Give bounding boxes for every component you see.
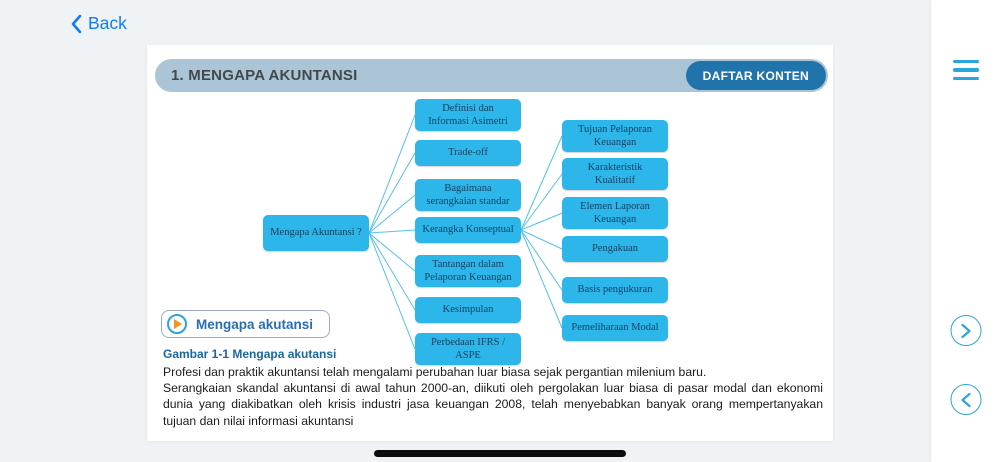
connector-line xyxy=(369,233,415,310)
chevron-left-icon xyxy=(960,392,971,408)
connector-line xyxy=(369,233,415,271)
connector-line xyxy=(521,230,562,328)
diagram-node: Elemen Laporan Keuangan xyxy=(562,197,668,229)
section-header xyxy=(155,59,828,92)
connector-line xyxy=(521,230,562,249)
connector-line xyxy=(521,174,562,230)
back-button[interactable] xyxy=(70,13,127,34)
diagram-node: Trade-off xyxy=(415,140,521,166)
audio-button[interactable] xyxy=(161,310,330,338)
daftar-konten-button[interactable]: DAFTAR KONTEN xyxy=(686,61,826,90)
connector-line xyxy=(369,233,415,349)
play-icon xyxy=(167,314,187,334)
diagram-node: Definisi dan Informasi Asimetri xyxy=(415,99,521,131)
home-indicator xyxy=(374,450,626,457)
connector-line xyxy=(521,136,562,230)
connector-line xyxy=(521,230,562,290)
next-page-button[interactable] xyxy=(950,315,981,346)
figure-paragraph-2: Serangkaian skandal akuntansi di awal tahun 2000-an, diikuti oleh pergolakan luar biasa di pasar modal dan ekonomi dunia yang diakibatkan oleh krisis industri jasa keuangan 2008, telah menyebabkan banyak orang mempertanyakan tujuan dan nilai informasi akuntansi xyxy=(163,381,823,428)
connector-line xyxy=(369,115,415,233)
figure-caption: Gambar 1-1 Mengapa akutansi xyxy=(163,347,337,361)
figure-paragraph-1: Profesi dan praktik akuntansi telah mengalami perubahan luar biasa sejak pergantian milenium baru. xyxy=(163,365,707,379)
figure-text xyxy=(163,364,823,429)
menu-icon[interactable] xyxy=(953,60,979,80)
diagram-node: Pemeliharaan Modal xyxy=(562,315,668,341)
chevron-right-icon xyxy=(960,323,971,339)
diagram-node: Kerangka Konseptual xyxy=(415,217,521,243)
page-title: 1. MENGAPA AKUNTANSI xyxy=(171,67,358,84)
diagram-node: Kesimpulan xyxy=(415,297,521,323)
content-card xyxy=(147,45,833,441)
sidebar xyxy=(931,0,1000,462)
back-label: Back xyxy=(88,13,127,33)
audio-button-label: Mengapa akutansi xyxy=(196,316,314,332)
connector-line xyxy=(369,153,415,233)
diagram-node: Tantangan dalam Pelaporan Keuangan xyxy=(415,255,521,287)
diagram-node: Pengakuan xyxy=(562,236,668,262)
prev-page-button[interactable] xyxy=(950,384,981,415)
connector-line xyxy=(521,213,562,230)
diagram-node: Bagaimana serangkaian standar xyxy=(415,179,521,211)
connector-line xyxy=(369,230,415,233)
diagram-node-root: Mengapa Akuntansi ? xyxy=(263,215,369,251)
connector-line xyxy=(369,195,415,233)
diagram-node: Perbedaan IFRS / ASPE xyxy=(415,333,521,365)
chevron-left-icon xyxy=(70,14,82,34)
diagram-node: Tujuan Pelaporan Keuangan xyxy=(562,120,668,152)
diagram-node: Basis pengukuran xyxy=(562,277,668,303)
diagram-node: Karakteristik Kualitatif xyxy=(562,158,668,190)
